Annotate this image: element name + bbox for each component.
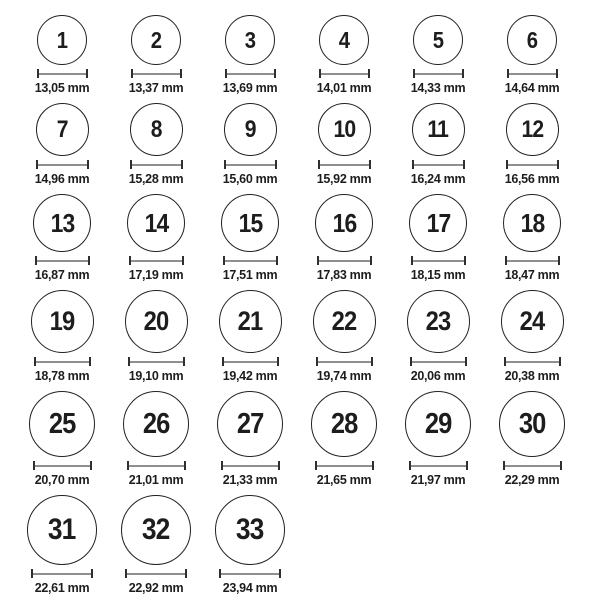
ring-circle [123, 391, 189, 457]
diameter-label: 18,78 mm [34, 369, 90, 383]
ring-size-number: 28 [330, 407, 358, 440]
measure-bar [133, 73, 180, 75]
measure-bar [412, 361, 465, 363]
ring-circle [121, 495, 191, 565]
diameter-measure-line [316, 357, 373, 366]
measure-bar [413, 260, 464, 262]
measure-bar [320, 164, 369, 166]
measure-bar [415, 73, 462, 75]
diameter-measure-line [413, 69, 464, 78]
ring-circle [31, 290, 94, 353]
measure-bar [129, 465, 184, 467]
ring-circle [501, 290, 564, 353]
ring-size-item [203, 15, 297, 96]
diameter-label: 16,87 mm [34, 268, 90, 282]
ring-size-item [109, 495, 203, 596]
measure-bar [37, 260, 88, 262]
ring-size-number: 20 [143, 306, 169, 336]
diameter-measure-line [36, 160, 89, 169]
diameter-measure-line [507, 69, 558, 78]
ring-size-item [15, 495, 109, 596]
ring-circle [215, 495, 285, 565]
ring-size-item [109, 290, 203, 384]
ring-size-item [203, 103, 297, 187]
ring-size-number: 29 [424, 407, 452, 440]
diameter-label: 16,24 mm [410, 172, 466, 186]
ring-size-item [391, 194, 485, 283]
ring-size-item [15, 103, 109, 187]
ring-circle [405, 391, 471, 457]
diameter-label: 22,92 mm [128, 581, 184, 595]
measure-bar [414, 164, 463, 166]
diameter-measure-line [506, 160, 559, 169]
diameter-measure-line [315, 461, 374, 470]
ring-size-number: 24 [519, 306, 545, 336]
chart-row [15, 290, 600, 384]
ring-size-item [109, 103, 203, 187]
measure-bar [319, 260, 370, 262]
diameter-measure-line [125, 569, 187, 578]
ring-size-number: 25 [48, 407, 76, 440]
diameter-measure-line [31, 569, 93, 578]
diameter-measure-line [127, 461, 186, 470]
diameter-measure-line [319, 69, 370, 78]
ring-size-item [391, 290, 485, 384]
measure-bar [509, 73, 556, 75]
ring-circle [506, 103, 559, 156]
ring-circle [131, 15, 181, 65]
diameter-measure-line [504, 357, 561, 366]
diameter-label: 23,94 mm [222, 581, 278, 595]
diameter-label: 17,83 mm [316, 268, 372, 282]
ring-size-number: 30 [518, 407, 546, 440]
diameter-label: 13,37 mm [128, 81, 184, 95]
measure-bar [507, 260, 558, 262]
ring-circle [127, 194, 185, 252]
ring-circle [219, 290, 282, 353]
ring-size-item [391, 15, 485, 96]
diameter-measure-line [35, 256, 90, 265]
diameter-measure-line [505, 256, 560, 265]
measure-bar [127, 573, 185, 575]
ring-size-number: 26 [142, 407, 170, 440]
ring-circle [407, 290, 470, 353]
ring-size-item [297, 15, 391, 96]
ring-size-item [391, 391, 485, 488]
ring-size-number: 15 [238, 208, 262, 238]
ring-circle [319, 15, 369, 65]
ring-size-item [203, 391, 297, 488]
ring-size-number: 5 [432, 26, 444, 53]
ring-size-item [109, 15, 203, 96]
ring-circle [27, 495, 97, 565]
ring-circle [221, 194, 279, 252]
measure-bar [505, 465, 560, 467]
diameter-label: 14,64 mm [504, 81, 560, 95]
diameter-measure-line [411, 256, 466, 265]
measure-bar [321, 73, 368, 75]
ring-circle [29, 391, 95, 457]
ring-circle [125, 290, 188, 353]
ring-circle [318, 103, 371, 156]
measure-bar [226, 164, 275, 166]
diameter-measure-line [221, 461, 280, 470]
ring-size-number: 22 [331, 306, 357, 336]
ring-circle [33, 194, 91, 252]
ring-circle [311, 391, 377, 457]
diameter-label: 13,69 mm [222, 81, 278, 95]
diameter-measure-line [129, 256, 184, 265]
ring-size-number: 12 [521, 115, 543, 143]
chart-row [15, 495, 600, 596]
ring-size-item [297, 391, 391, 488]
diameter-label: 17,51 mm [222, 268, 278, 282]
ring-circle [507, 15, 557, 65]
ring-size-number: 33 [236, 513, 264, 546]
ring-size-number: 14 [144, 208, 168, 238]
ring-size-item [485, 194, 579, 283]
ring-size-item [297, 194, 391, 283]
chart-row [15, 15, 600, 96]
diameter-measure-line [412, 160, 465, 169]
measure-bar [317, 465, 372, 467]
diameter-label: 14,33 mm [410, 81, 466, 95]
diameter-measure-line [318, 160, 371, 169]
ring-circle [224, 103, 277, 156]
diameter-label: 14,01 mm [316, 81, 372, 95]
ring-size-number: 6 [526, 26, 538, 53]
measure-bar [223, 465, 278, 467]
diameter-label: 19,42 mm [222, 369, 278, 383]
measure-bar [508, 164, 557, 166]
diameter-label: 21,97 mm [410, 473, 466, 487]
diameter-measure-line [225, 69, 276, 78]
measure-bar [132, 164, 181, 166]
measure-bar [33, 573, 91, 575]
measure-bar [225, 260, 276, 262]
measure-bar [36, 361, 89, 363]
ring-size-number: 1 [56, 26, 68, 53]
diameter-label: 16,56 mm [504, 172, 560, 186]
ring-circle [130, 103, 183, 156]
ring-circle [217, 391, 283, 457]
ring-circle [499, 391, 565, 457]
ring-size-item [297, 290, 391, 384]
ring-size-item [485, 290, 579, 384]
ring-size-number: 9 [244, 115, 256, 143]
diameter-label: 18,15 mm [410, 268, 466, 282]
diameter-measure-line [131, 69, 182, 78]
diameter-label: 21,33 mm [222, 473, 278, 487]
measure-bar [224, 361, 277, 363]
diameter-measure-line [503, 461, 562, 470]
ring-circle [37, 15, 87, 65]
diameter-label: 20,70 mm [34, 473, 90, 487]
diameter-measure-line [317, 256, 372, 265]
diameter-measure-line [410, 357, 467, 366]
ring-size-item [15, 194, 109, 283]
ring-size-number: 16 [332, 208, 356, 238]
ring-size-item [109, 391, 203, 488]
ring-size-item [297, 103, 391, 187]
diameter-measure-line [128, 357, 185, 366]
measure-bar [38, 164, 87, 166]
diameter-label: 20,38 mm [504, 369, 560, 383]
chart-row [15, 103, 600, 187]
measure-bar [318, 361, 371, 363]
diameter-label: 17,19 mm [128, 268, 184, 282]
ring-circle [225, 15, 275, 65]
ring-size-item [15, 290, 109, 384]
ring-size-item [15, 15, 109, 96]
measure-bar [506, 361, 559, 363]
ring-size-number: 13 [50, 208, 74, 238]
ring-size-item [15, 391, 109, 488]
diameter-measure-line [33, 461, 92, 470]
ring-circle [503, 194, 561, 252]
diameter-measure-line [222, 357, 279, 366]
ring-size-number: 4 [338, 26, 350, 53]
measure-bar [130, 361, 183, 363]
ring-size-item [203, 290, 297, 384]
chart-row [15, 391, 600, 488]
ring-size-number: 27 [236, 407, 264, 440]
ring-circle [413, 15, 463, 65]
diameter-label: 15,60 mm [222, 172, 278, 186]
ring-size-item [485, 103, 579, 187]
measure-bar [227, 73, 274, 75]
diameter-label: 18,47 mm [504, 268, 560, 282]
diameter-label: 14,96 mm [34, 172, 90, 186]
diameter-measure-line [409, 461, 468, 470]
measure-bar [411, 465, 466, 467]
ring-size-number: 21 [237, 306, 263, 336]
ring-size-number: 3 [244, 26, 256, 53]
ring-size-item [109, 194, 203, 283]
ring-size-number: 8 [150, 115, 162, 143]
measure-bar [221, 573, 279, 575]
ring-circle [412, 103, 465, 156]
diameter-measure-line [224, 160, 277, 169]
ring-size-item [485, 391, 579, 488]
ring-circle [315, 194, 373, 252]
measure-bar [131, 260, 182, 262]
diameter-label: 19,10 mm [128, 369, 184, 383]
ring-size-number: 10 [333, 115, 355, 143]
diameter-measure-line [37, 69, 88, 78]
diameter-label: 21,65 mm [316, 473, 372, 487]
ring-size-number: 11 [427, 115, 449, 143]
ring-size-item [203, 194, 297, 283]
ring-size-item [391, 103, 485, 187]
measure-bar [35, 465, 90, 467]
diameter-measure-line [219, 569, 281, 578]
diameter-measure-line [130, 160, 183, 169]
ring-size-number: 18 [520, 208, 544, 238]
ring-size-number: 19 [49, 306, 75, 336]
ring-size-number: 2 [150, 26, 162, 53]
diameter-label: 22,61 mm [34, 581, 90, 595]
ring-circle [36, 103, 89, 156]
diameter-label: 19,74 mm [316, 369, 372, 383]
ring-circle [409, 194, 467, 252]
ring-size-item [203, 495, 297, 596]
diameter-label: 15,92 mm [316, 172, 372, 186]
diameter-label: 22,29 mm [504, 473, 560, 487]
ring-size-item [485, 15, 579, 96]
chart-row [15, 194, 600, 283]
ring-size-number: 17 [426, 208, 450, 238]
diameter-label: 13,05 mm [34, 81, 90, 95]
ring-circle [313, 290, 376, 353]
ring-size-number: 32 [142, 513, 170, 546]
diameter-label: 15,28 mm [128, 172, 184, 186]
ring-size-number: 31 [48, 513, 76, 546]
diameter-label: 20,06 mm [410, 369, 466, 383]
ring-size-number: 7 [56, 115, 68, 143]
diameter-measure-line [223, 256, 278, 265]
ring-size-number: 23 [425, 306, 451, 336]
diameter-label: 21,01 mm [128, 473, 184, 487]
measure-bar [39, 73, 86, 75]
diameter-measure-line [34, 357, 91, 366]
